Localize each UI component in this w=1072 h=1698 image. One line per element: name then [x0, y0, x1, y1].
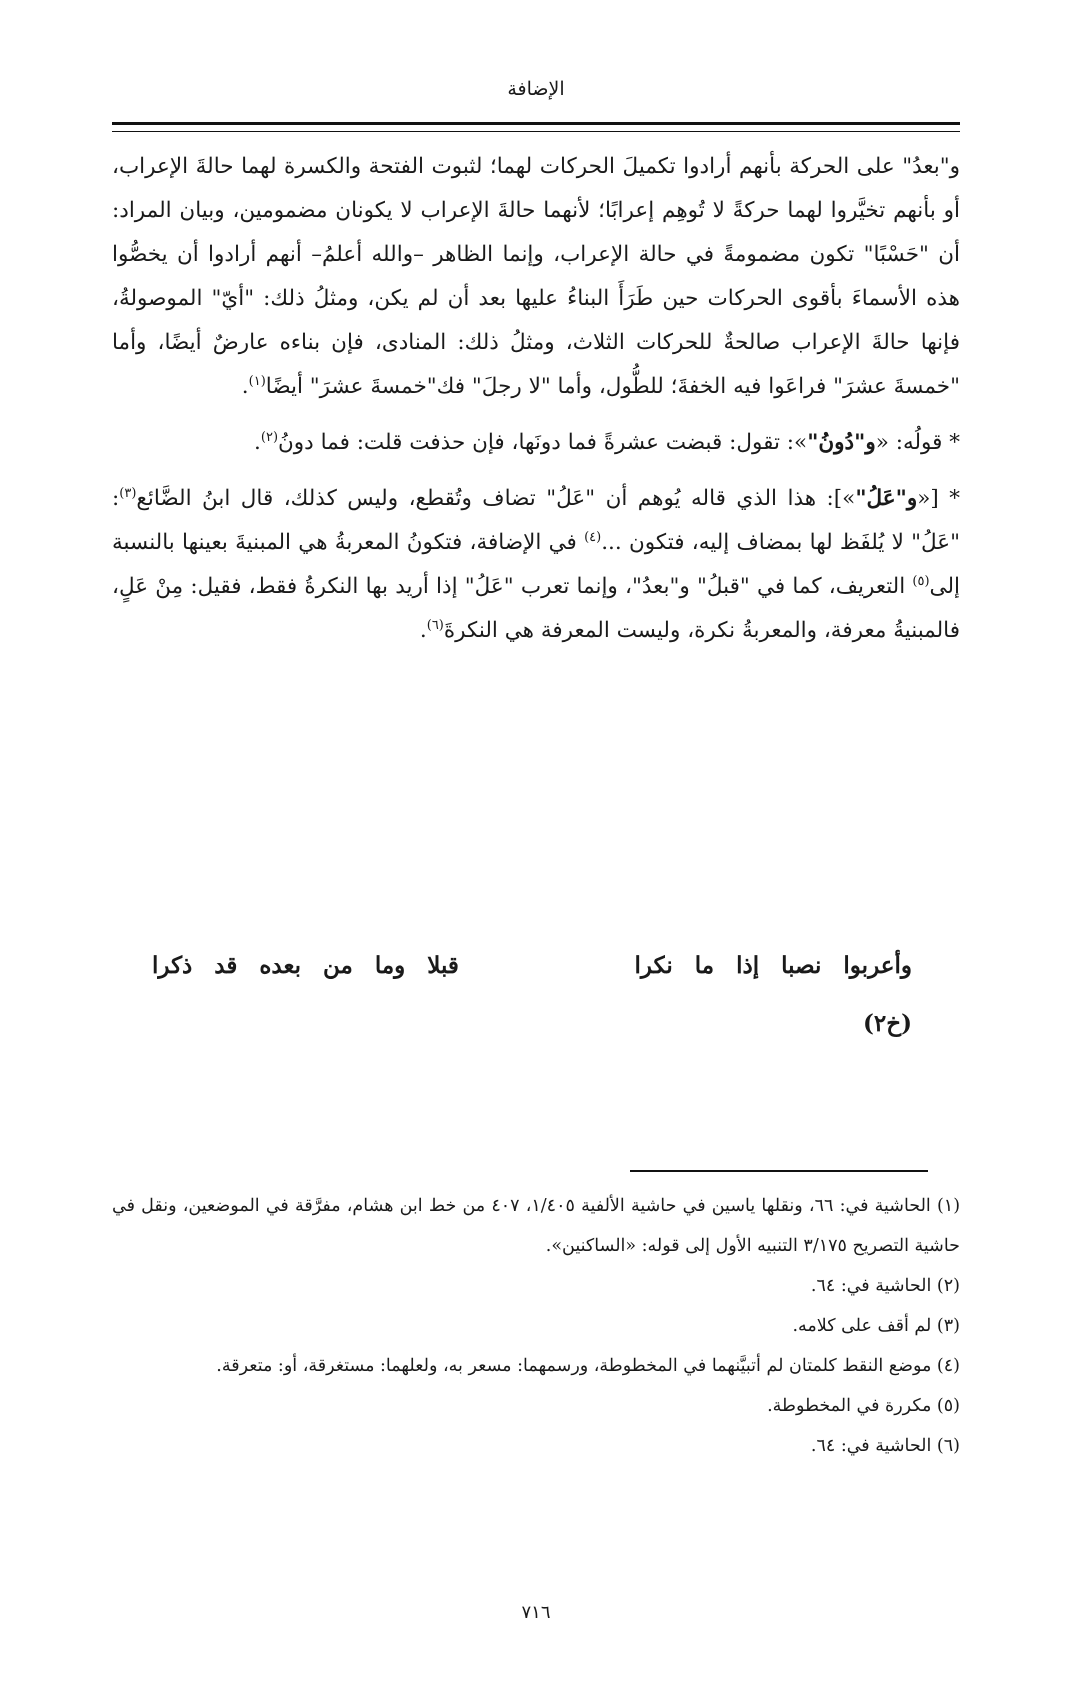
footnotes	[112, 1186, 960, 1466]
header-rule-thick	[112, 122, 960, 125]
footnote-ref-1: (١)	[248, 373, 266, 389]
footnote-ref-5: (٥)	[912, 573, 930, 589]
footnote-separator	[630, 1170, 928, 1172]
verse-hemistich-first: وأعربوا نصبا إذا ما نكرا	[634, 952, 912, 979]
footnote-ref-3: (٣)	[119, 485, 137, 501]
footnote-3: (٣) لم أقف على كلامه.	[792, 1316, 960, 1336]
footnote-4: (٤) موضع النقط كلمتان لم أتبيَّنهما في المخطوطة، ورسمهما: مسعر به، ولعلهما: مستغرقة، أو: متعرقة.	[216, 1356, 960, 1376]
verse-reference: (خ٢)	[863, 1010, 912, 1037]
paragraph-1: و"بعدُ" على الحركة بأنهم أرادوا تكميلَ الحركات لهما؛ لثبوت الفتحة والكسرة لهما حالةَ الإعراب، أو بأنهم تخيَّروا لهما حركةً لا تُوهِم إعرابًا؛ لأنهما حالةَ الإعراب لا يكونان مضمومين، وبيان المراد: أن "حَسْبًا" تكون مضمومةً في حالة الإعراب، وإنما الظاهر –والله أعلمُ– أنهم أرادوا أن يخصُّوا هذه الأسماءَ بأقوى الحركات حين طَرَأَ البناءُ عليها بعد أن لم يكن، ومثلُ ذلك: "أيّ" الموصولةُ، فإنها حالةَ الإعراب صالحةٌ للحركات الثلاث، ومثلُ ذلك: المنادى، فإن بناءه عارضٌ أيضًا، وأما "خمسةَ عشرَ" فراعَوا فيه الخفةَ؛ للطُّول، وأما "لا رجلَ" فك"خمسةَ عشرَ" أيضًا$^{(١)}$.	[112, 154, 960, 399]
footnote-ref-2: (٢)	[260, 429, 279, 445]
paragraph-2: * قولُه: «و"دُونُ"»: تقول: قبضت عشرةً فما دونَها، فإن حذفت قلت: فما دونُ$^{(٢)}$.	[254, 429, 960, 455]
footnote-2: (٢) الحاشية في: ٦٤.	[810, 1276, 960, 1296]
footnote-1: (١) الحاشية في: ٦٦، ونقلها ياسين في حاشية الألفية ١/٤٠٥، ٤٠٧ من خط ابن هشام، مفرَّقة في الموضعين، ونقل في حاشية التصريح ٣/١٧٥ التنبيه الأول إلى قوله: «الساكنين».	[112, 1196, 961, 1256]
header-rule-thin	[112, 131, 960, 132]
page-number: ٧١٦	[521, 1602, 551, 1623]
footnote-ref-4: (٤)	[584, 529, 602, 545]
gloss-keyword: و"دُونُ"	[807, 430, 876, 455]
footnote-ref-6: (٦)	[426, 617, 444, 633]
footnote-6: (٦) الحاشية في: ٦٤.	[810, 1436, 960, 1456]
gloss-keyword: و"عَلُ"	[855, 486, 918, 511]
running-header: الإضافة	[507, 78, 565, 100]
main-text	[112, 145, 960, 665]
paragraph-3: * [«و"عَلُ"»]: هذا الذي قاله يُوهم أن "عَلُ" تضاف وتُقطع، وليس كذلك، قال ابنُ الضَّائع$^{(٣)}$: "عَلُ" لا يُلفَظ لها بمضاف إليه، فتكون ...$^{(٤)}$ في الإضافة، فتكونُ المعربةُ هي المبنيةَ بعينها بالنسبة إلى$^{(٥)}$ التعريف، كما في "قبلُ" و"بعدُ"، وإنما تعرب "عَلُ" إذا أريد بها النكرةُ فقط، فقيل: مِنْ عَلٍ، فالمبنيةُ معرفة، والمعربةُ نكرة، وليست المعرفة هي النكرةَ$^{(٦)}$.	[112, 485, 960, 643]
footnote-5: (٥) مكررة في المخطوطة.	[767, 1396, 960, 1416]
verse-hemistich-second: قبلا وما من بعده قد ذكرا	[152, 952, 459, 979]
poem-verse	[112, 942, 960, 1052]
